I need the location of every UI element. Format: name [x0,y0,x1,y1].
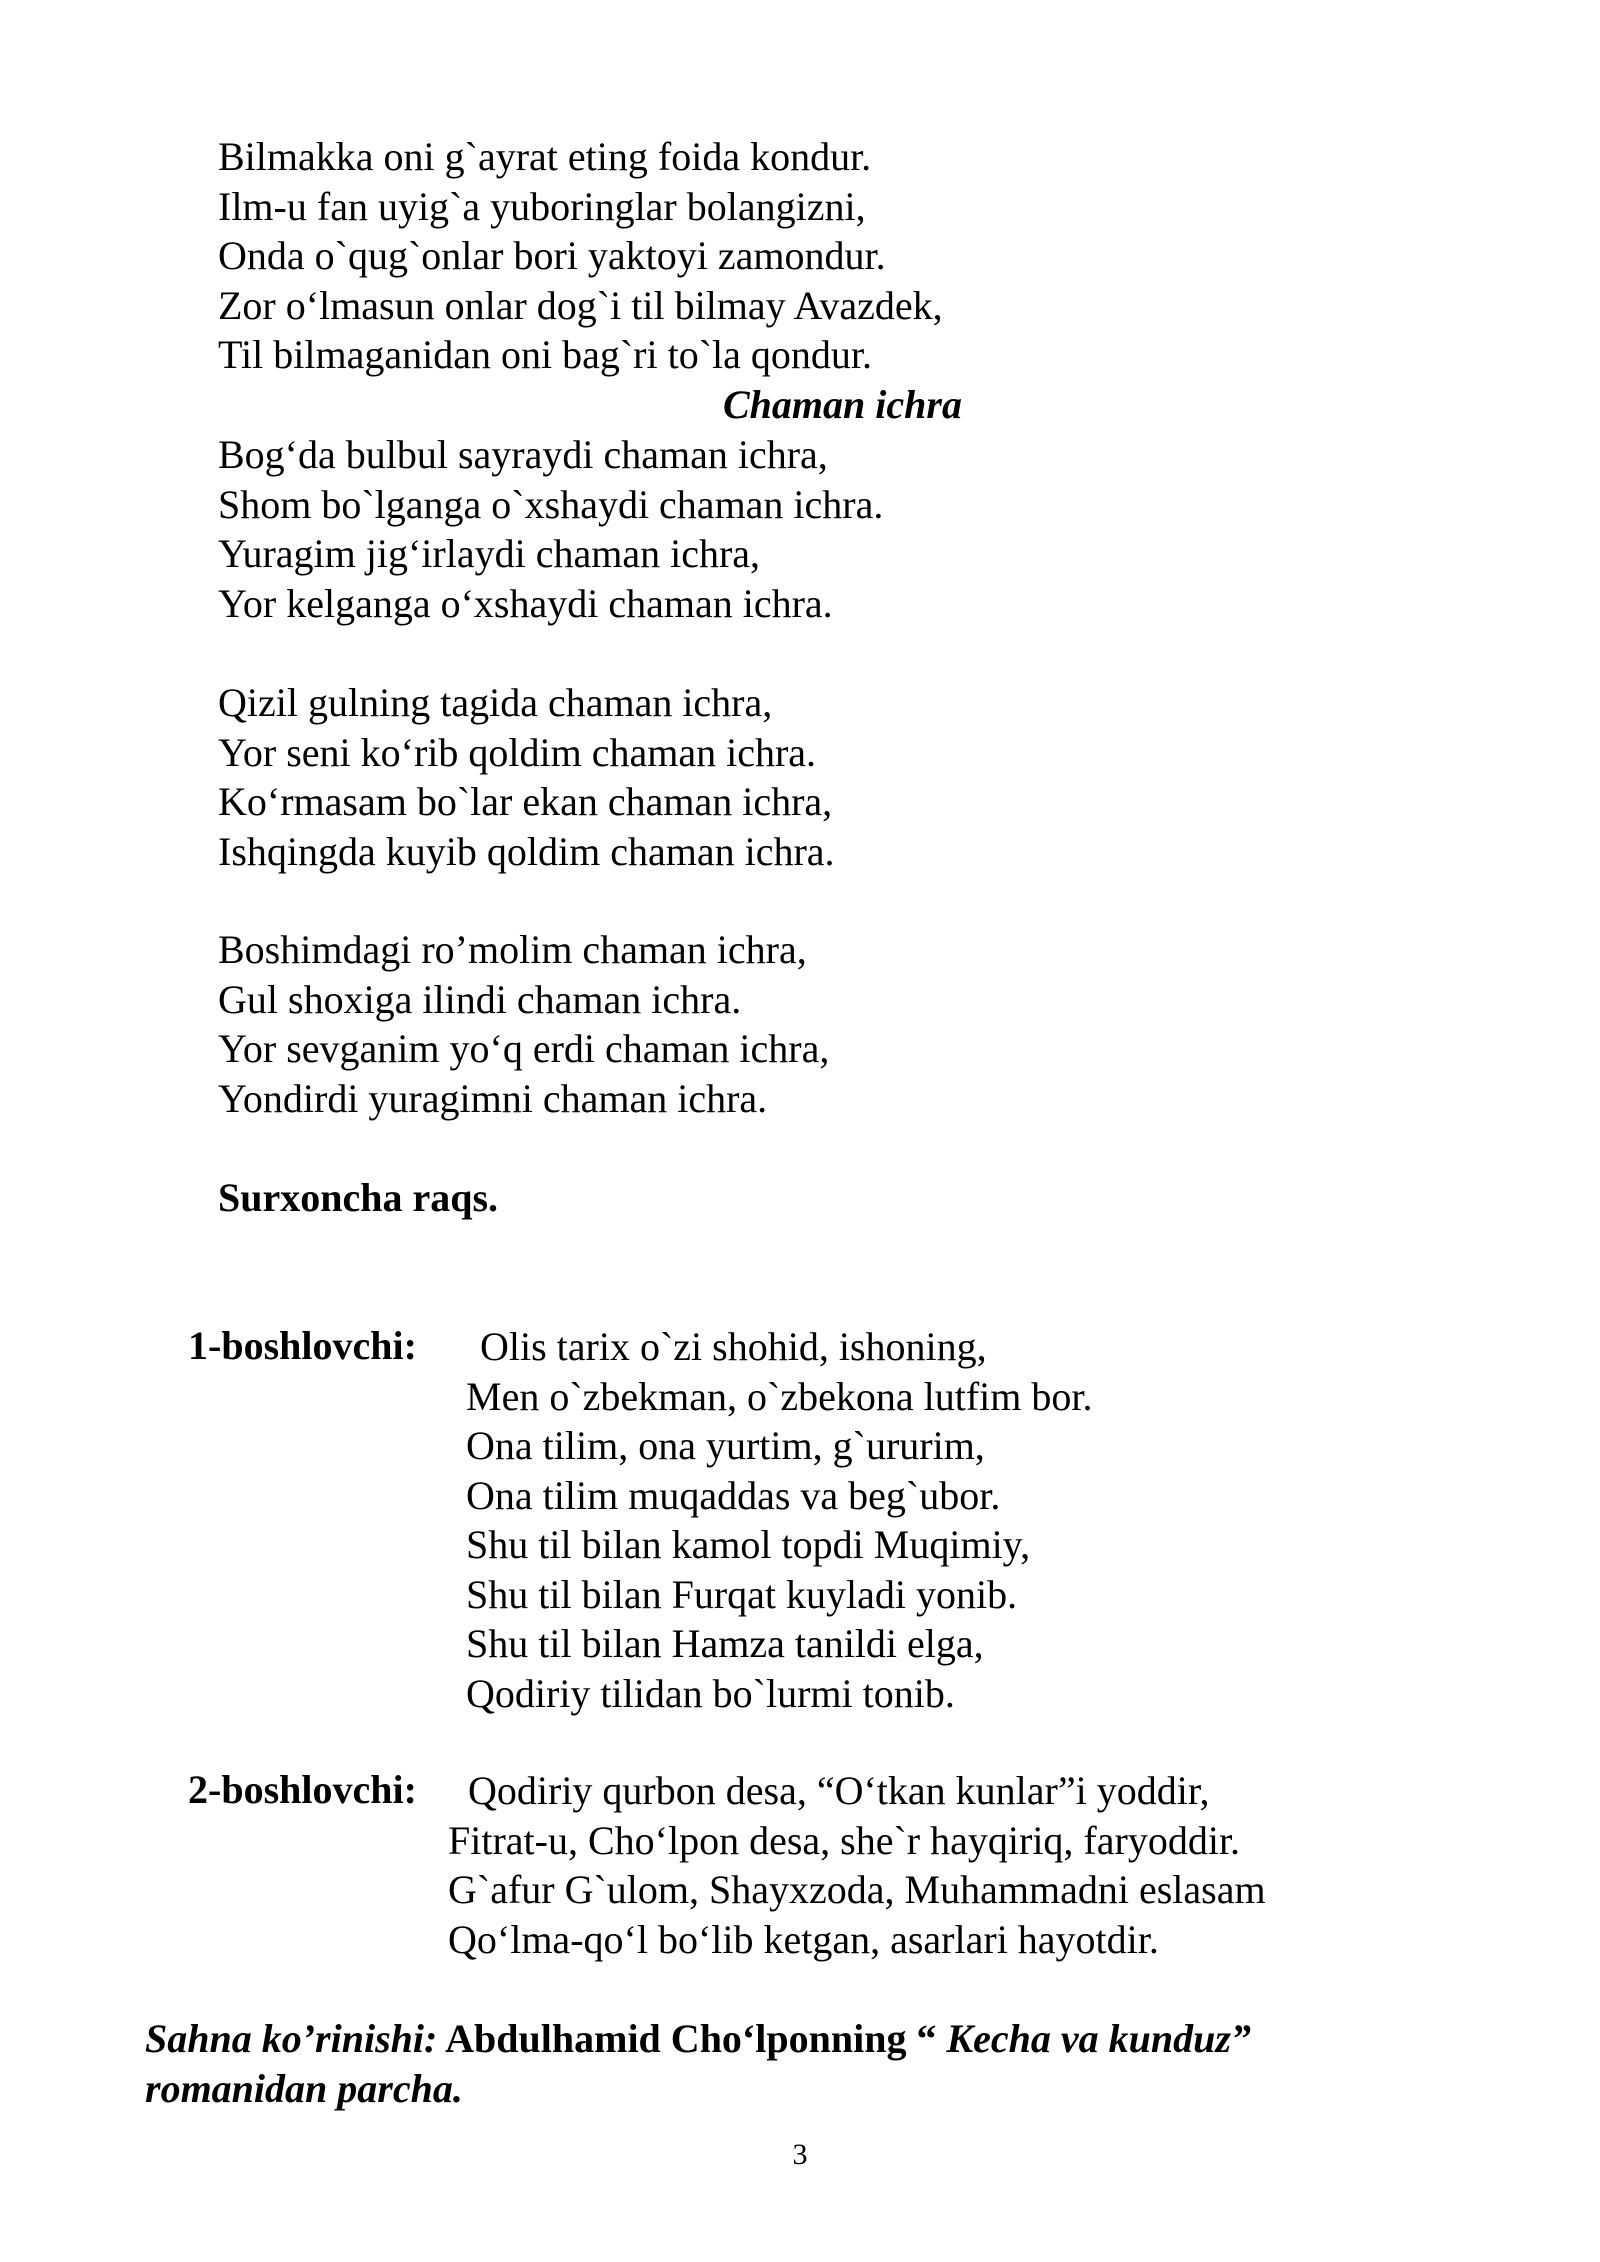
poem-line: Ko‘rmasam bo`lar ekan chaman ichra, [218,779,833,824]
poem-line: Yor sevganim yo‘q erdi chaman ichra, [218,1026,830,1071]
scene-author: Abdulhamid Cho‘lponning “ [437,2016,947,2061]
poem-line: Gul shoxiga ilindi chaman ichra. [218,976,742,1022]
speaker-1-label: 1-boshlovchi: [188,1323,417,1368]
page-number: 3 [792,2138,808,2171]
speaker-line: Men o`zbekman, o`zbekona lutfim bor. [466,1373,1093,1419]
poem-line: Yuragim jig‘irlaydi chaman ichra, [218,531,761,576]
dance-heading: Surxoncha raqs. [218,1175,499,1220]
poem-line: Shom bo`lganga o`xshaydi chaman ichra. [218,481,884,527]
poem-line: Bilmakka oni g`ayrat eting foida kondur. [218,134,872,179]
speaker-line: Shu til bilan Hamza tanildi elga, [466,1621,984,1666]
scene-prefix: Sahna ko’rinishi: [145,2016,438,2061]
poem-line: Ilm-u fan uyig`a yuboringlar bolangizni, [218,183,866,229]
speaker-1-lines [466,1322,1092,1718]
scene-heading [145,2014,1465,2113]
poem-line: Yondirdi yuragimni chaman ichra. [218,1075,768,1121]
poem-line: Boshimdagi ro’molim chaman ichra, [218,927,807,972]
speaker-line: Shu til bilan kamol topdi Muqimiy, [466,1522,1031,1567]
scene-suffix: romanidan parcha. [145,2065,463,2111]
poem-top [218,132,943,380]
poem-line: Onda o`qug`onlar bori yaktoyi zamondur. [218,233,886,278]
stanza-3 [218,925,829,1123]
poem-line: Qizil gulning tagida chaman ichra, [218,680,773,725]
speaker-line: Shu til bilan Furqat kuyladi yonib. [466,1571,1018,1617]
poem-line: Zor o‘lmasun onlar dog`i til bilmay Avazdek, [218,282,943,328]
speaker-line: Ona tilim muqaddas va beg`ubor. [466,1472,1001,1518]
speaker-line: Ona tilim, ona yurtim, g`ururim, [466,1423,985,1468]
stanza-2 [218,678,835,876]
speaker-line: Qodiriy qurbon desa, “O‘tkan kunlar”i yoddir, [468,1768,1210,1813]
poem-line: Yor kelganga o‘xshaydi chaman ichra. [218,580,833,626]
speaker-2-label: 2-boshlovchi: [188,1767,417,1812]
poem-line: Bog‘da bulbul sayraydi chaman ichra, [218,432,828,477]
speaker-2-lines [448,1766,1266,1964]
poem-line: Yor seni ko‘rib qoldim chaman ichra. [218,729,817,775]
poem-line: Til bilmaganidan oni bag`ri to`la qondur. [218,332,873,377]
poem-line: Ishqingda kuyib qoldim chaman ichra. [218,828,835,874]
speaker-line: G`afur G`ulom, Shayxzoda, Muhammadni eslasam [448,1867,1266,1912]
speaker-line: Qodiriy tilidan bo`lurmi tonib. [466,1670,955,1716]
speaker-line: Olis tarix o`zi shohid, ishoning, [480,1324,987,1369]
poem-title: Chaman ichra [723,382,962,427]
scene-work-title: Kecha va kunduz” [946,2016,1251,2061]
speaker-line: Fitrat-u, Cho‘lpon desa, she`r hayqiriq, faryoddir. [448,1817,1241,1863]
speaker-line: Qo‘lma-qo‘l bo‘lib ketgan, asarlari hayotdir. [448,1916,1159,1962]
stanza-1 [218,430,883,628]
